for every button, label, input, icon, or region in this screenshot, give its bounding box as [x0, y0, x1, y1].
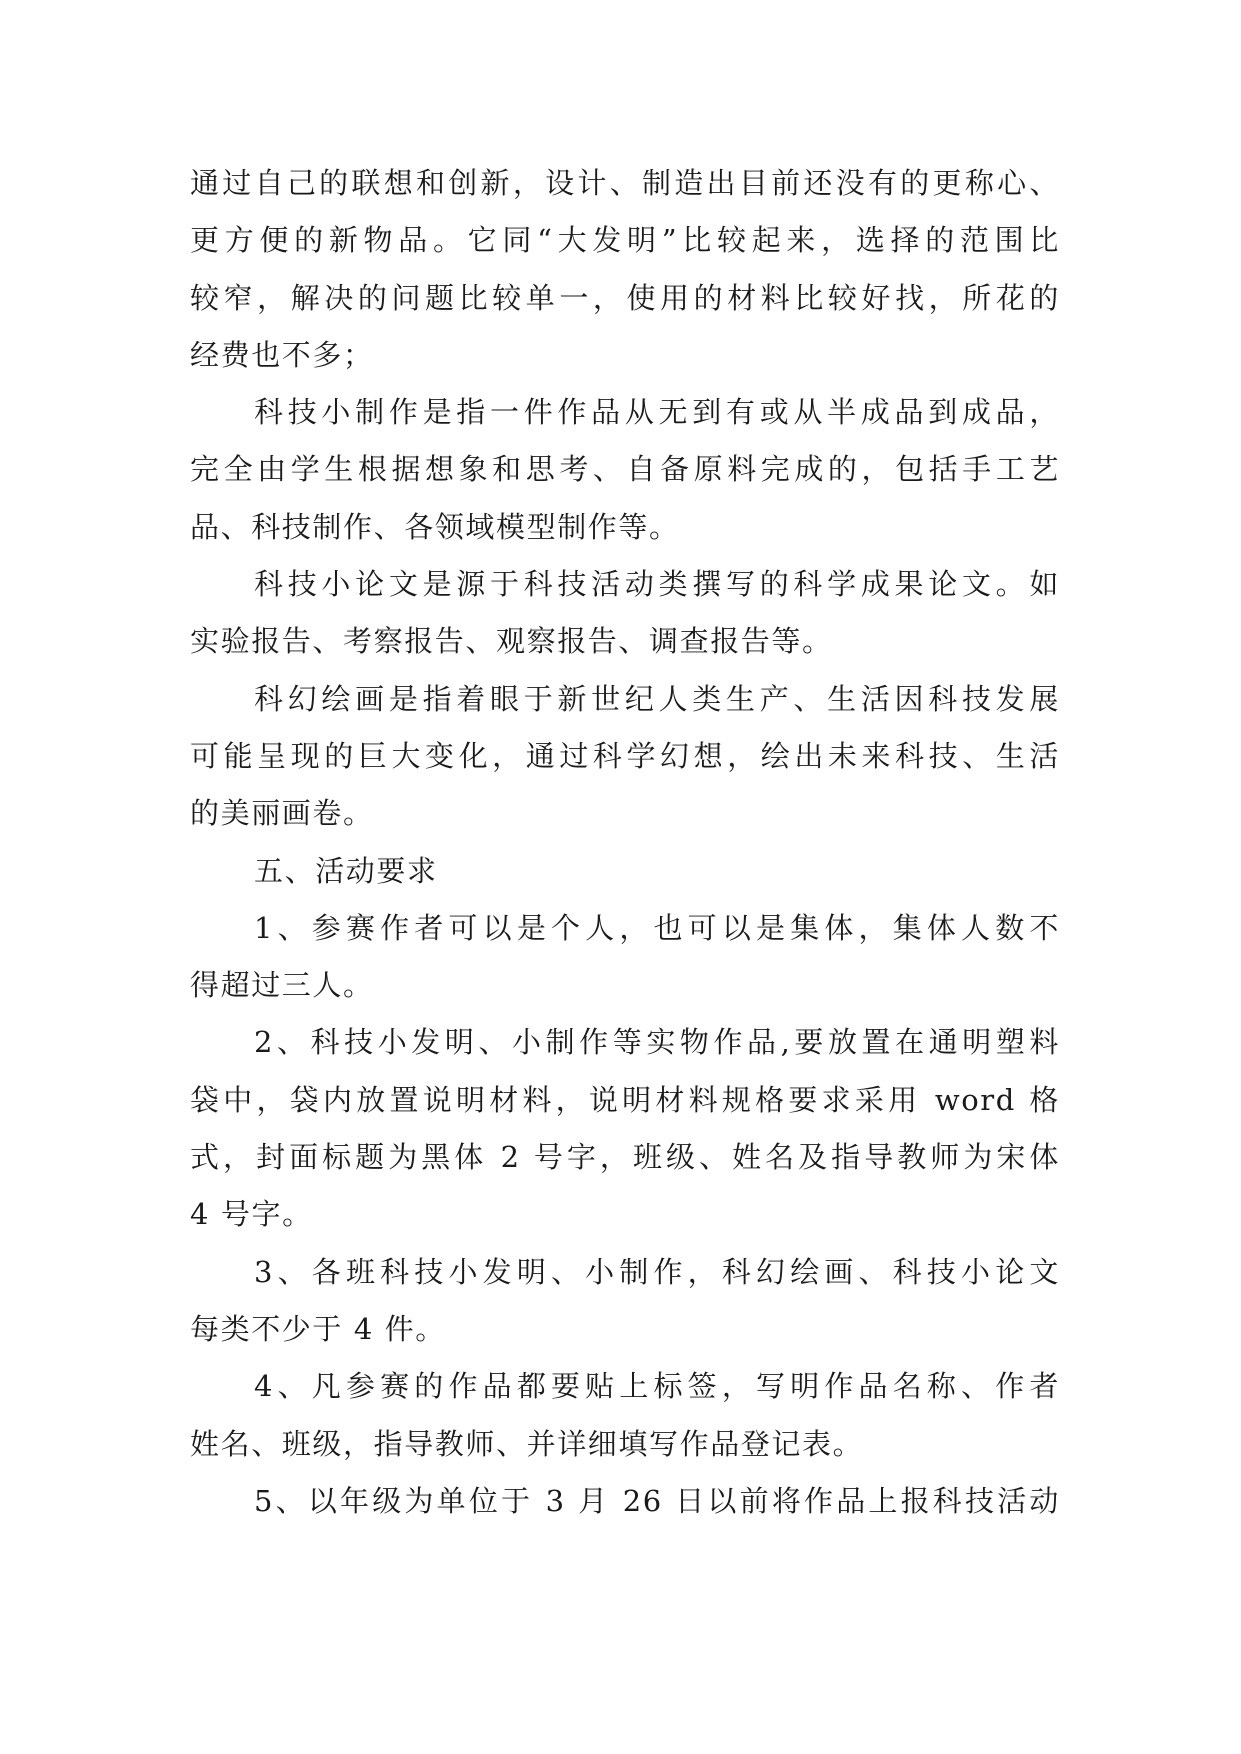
text-line: 每类不少于 4 件。 [190, 1311, 446, 1346]
document-body [190, 155, 1060, 1530]
text-line: 科技小制作是指一件作品从无到有或从半成品到成品， [254, 395, 1060, 430]
text-line: 3、各班科技小发明、小制作，科幻绘画、科技小论文 [254, 1254, 1060, 1289]
text-line: 4 号字。 [190, 1197, 313, 1232]
text-line: 实验报告、考察报告、观察报告、调查报告等。 [190, 624, 833, 659]
text-line: 科技小论文是源于科技活动类撰写的科学成果论文。如 [254, 567, 1060, 602]
text-line: 得超过三人。 [190, 968, 374, 1003]
text-line: 5、以年级为单位于 3 月 26 日以前将作品上报科技活动 [254, 1483, 1060, 1518]
text-line: 可能呈现的巨大变化，通过科学幻想，绘出未来科技、生活 [190, 738, 1060, 773]
text-line: 经费也不多； [190, 337, 374, 372]
text-line: 更方便的新物品。它同“大发明”比较起来，选择的范围比 [190, 223, 1060, 258]
text-line: 完全由学生根据想象和思考、自备原料完成的，包括手工艺 [190, 452, 1060, 487]
text-line: 4、凡参赛的作品都要贴上标签，写明作品名称、作者 [254, 1369, 1060, 1404]
text-line: 通过自己的联想和创新，设计、制造出目前还没有的更称心、 [190, 166, 1060, 200]
text-line: 品、科技制作、各领域模型制作等。 [190, 509, 680, 544]
text-line: 较窄，解决的问题比较单一，使用的材料比较好找，所花的 [190, 280, 1060, 315]
text-line: 袋中，袋内放置说明材料，说明材料规格要求采用 word 格 [190, 1082, 1060, 1117]
text-line: 2、科技小发明、小制作等实物作品,要放置在通明塑料 [254, 1025, 1060, 1060]
text-line: 的美丽画卷。 [190, 796, 374, 831]
text-line: 科幻绘画是指着眼于新世纪人类生产、生活因科技发展 [254, 681, 1060, 716]
text-line: 式，封面标题为黑体 2 号字，班级、姓名及指导教师为宋体 [190, 1140, 1060, 1175]
text-line: 1、参赛作者可以是个人，也可以是集体，集体人数不 [254, 910, 1060, 945]
text-line: 姓名、班级，指导教师、并详细填写作品登记表。 [190, 1426, 864, 1461]
text-line: 五、活动要求 [254, 853, 438, 888]
